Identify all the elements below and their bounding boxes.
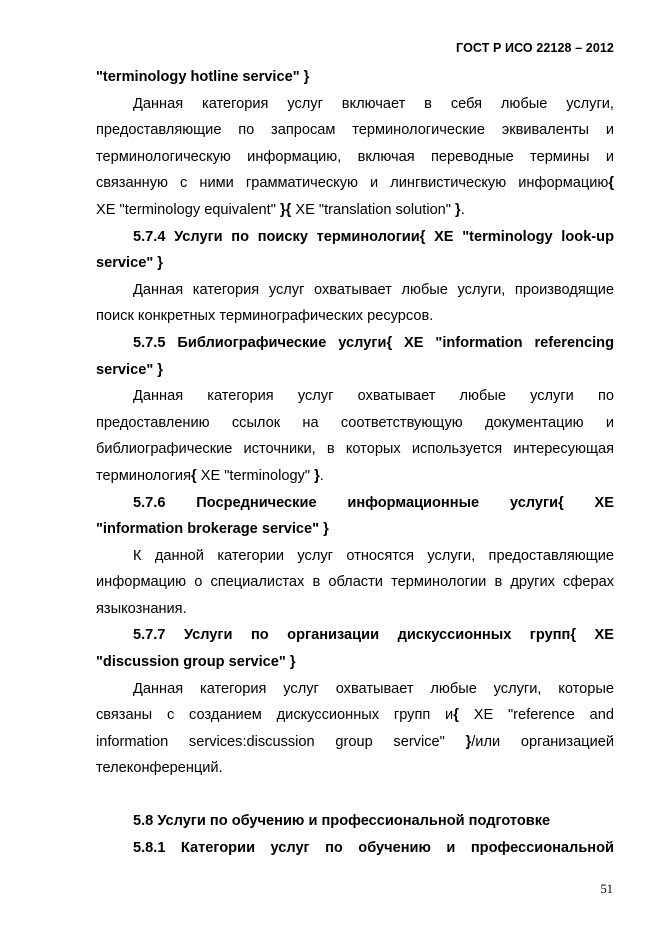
index-field: XE "terminology equivalent" [96,201,276,218]
text-line: связаны с созданием дискуссионных групп и{ XE "reference and [96,707,614,724]
index-field: XE "terminology look-up [434,228,614,245]
text-line: Данная категория услуг включает в себя любые услуги, [133,95,614,112]
text-fragment: терминология [96,467,191,484]
index-field: XE "reference and [473,707,614,724]
text-line: Данная категория услуг охватывает любые услуги, которые [133,680,614,697]
heading-text: 5.7.6 Посреднические информационные услуги [133,494,559,511]
index-field: XE "terminology" [200,467,311,484]
text-line: Данная категория услуг охватывает любые услуги, производящие [133,281,614,298]
text-line: information services:discussion group service" }/или организацией [96,733,614,750]
index-field: XE [594,627,614,644]
index-field: XE "information referencing [404,334,614,351]
section-heading: 5.8.1 Категории услуг по обучению и профессиональной [133,839,614,856]
text-line: терминология{ XE "terminology" }. [96,467,324,484]
section-heading: 5.7.4 Услуги по поиску терминологии{ XE "terminology look-up [133,228,614,245]
heading-text: 5.7.7 Услуги по организации дискуссионных групп [133,627,571,644]
text-line: поиск конкретных терминографических ресурсов. [96,308,434,325]
index-field: XE [594,494,615,511]
section-heading: 5.8 Услуги по обучению и профессиональной подготовке [133,813,551,830]
document-header: ГОСТ Р ИСО 22128 – 2012 [456,41,614,55]
section-heading: 5.7.7 Услуги по организации дискуссионных групп{ XE [133,627,614,644]
spacer [96,782,614,808]
index-field: XE "translation solution" [295,201,451,218]
section-heading-cont: "discussion group service" } [96,654,296,671]
text-line: предоставлению ссылок на соответствующую документацию и [96,414,614,431]
section-heading-cont: "information brokerage service" } [96,521,329,538]
page-body [96,64,614,861]
heading-text: 5.7.4 Услуги по поиску терминологии [133,228,420,245]
heading-text: 5.7.5 Библиографические услуги [133,334,387,351]
page-number: 51 [600,882,613,896]
text-line: библиографические источники, в которых используется интересующая [96,441,614,458]
section-heading-cont: service" } [96,361,163,378]
text-line: XE "terminology equivalent" }{ XE "translation solution" }. [96,201,465,218]
text-line: предоставляющие по запросам терминологические эквиваленты и [96,122,614,139]
text-line: информацию о специалистах в области терминологии в других сферах [96,574,614,591]
section-heading: 5.7.6 Посреднические информационные услуги{ XE [133,494,615,511]
text-line: "terminology hotline service" } [96,69,310,85]
text-line: К данной категории услуг относятся услуги, предоставляющие [133,547,614,564]
text-fragment: /или организацией [471,733,614,750]
index-field: information services:discussion group service" [96,733,445,750]
text-line: связанную с ними грамматическую и лингвистическую информацию{ [96,175,614,192]
section-heading-cont: service" } [96,255,163,272]
text-fragment: связанную с ними грамматическую и лингвистическую информацию [96,175,609,192]
text-line: телеконференций. [96,760,223,777]
text-fragment: связаны с созданием дискуссионных групп и [96,707,454,724]
section-heading: 5.7.5 Библиографические услуги{ XE "information referencing [133,334,614,351]
text-line: терминологическую информацию, включая переводные термины и [96,148,614,165]
text-line: языкознания. [96,600,187,617]
text-line: Данная категория услуг охватывает любые услуги по [133,388,614,405]
